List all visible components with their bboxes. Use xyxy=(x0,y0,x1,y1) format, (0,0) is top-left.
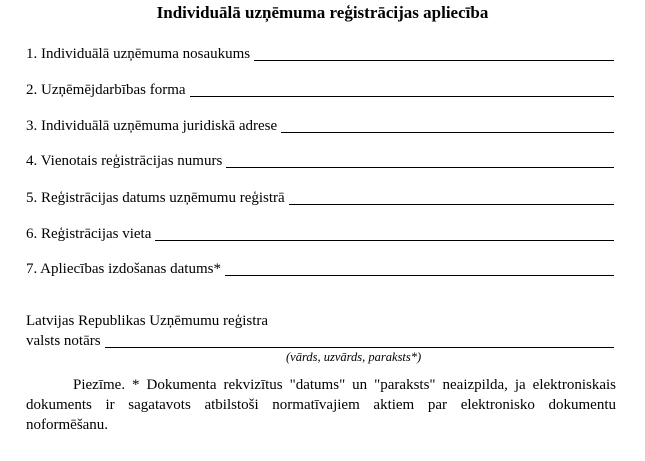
fill-in-line[interactable] xyxy=(289,204,614,205)
fill-in-line[interactable] xyxy=(254,60,614,61)
field-enterprise-name xyxy=(26,44,614,62)
field-label: 6. Reģistrācijas vieta xyxy=(26,226,152,242)
form-title: Individuālā uzņēmuma reģistrācijas apliecība xyxy=(156,3,489,22)
field-registration-date xyxy=(26,188,614,206)
signature-line[interactable] xyxy=(105,347,614,348)
field-registration-number xyxy=(26,151,614,169)
field-label: 1. Individuālā uzņēmuma nosaukums xyxy=(26,46,251,62)
fill-in-line[interactable] xyxy=(226,167,614,168)
fill-in-line[interactable] xyxy=(225,275,614,276)
field-label: 4. Vienotais reģistrācijas numurs xyxy=(26,153,223,169)
field-registration-place xyxy=(26,224,614,242)
field-business-form xyxy=(26,80,614,98)
notary-register-label: Latvijas Republikas Uzņēmumu reģistra xyxy=(26,313,269,329)
field-label: 7. Apliecības izdošanas datums* xyxy=(26,261,221,277)
signature-hint: (vārds, uzvārds, paraksts*) xyxy=(286,350,422,364)
fill-in-line[interactable] xyxy=(190,96,614,97)
field-legal-address xyxy=(26,116,614,134)
fill-in-line[interactable] xyxy=(155,240,614,241)
footnote: Piezīme. * Dokumenta rekvizītus "datums" un "paraksts" neaizpilda, ja elektroniskais dokuments ir sagatavots atbilstoši normatīvajiem aktiem par elektronisko dokumentu noformēšanu. xyxy=(26,377,616,433)
field-label: 3. Individuālā uzņēmuma juridiskā adrese xyxy=(26,118,278,134)
field-issue-date xyxy=(26,259,614,277)
notary-title-label: valsts notārs xyxy=(26,333,101,349)
field-label: 5. Reģistrācijas datums uzņēmumu reģistrā xyxy=(26,190,285,206)
field-label: 2. Uzņēmējdarbības forma xyxy=(26,82,186,98)
field-notary-signature xyxy=(26,331,614,349)
fill-in-line[interactable] xyxy=(281,132,614,133)
